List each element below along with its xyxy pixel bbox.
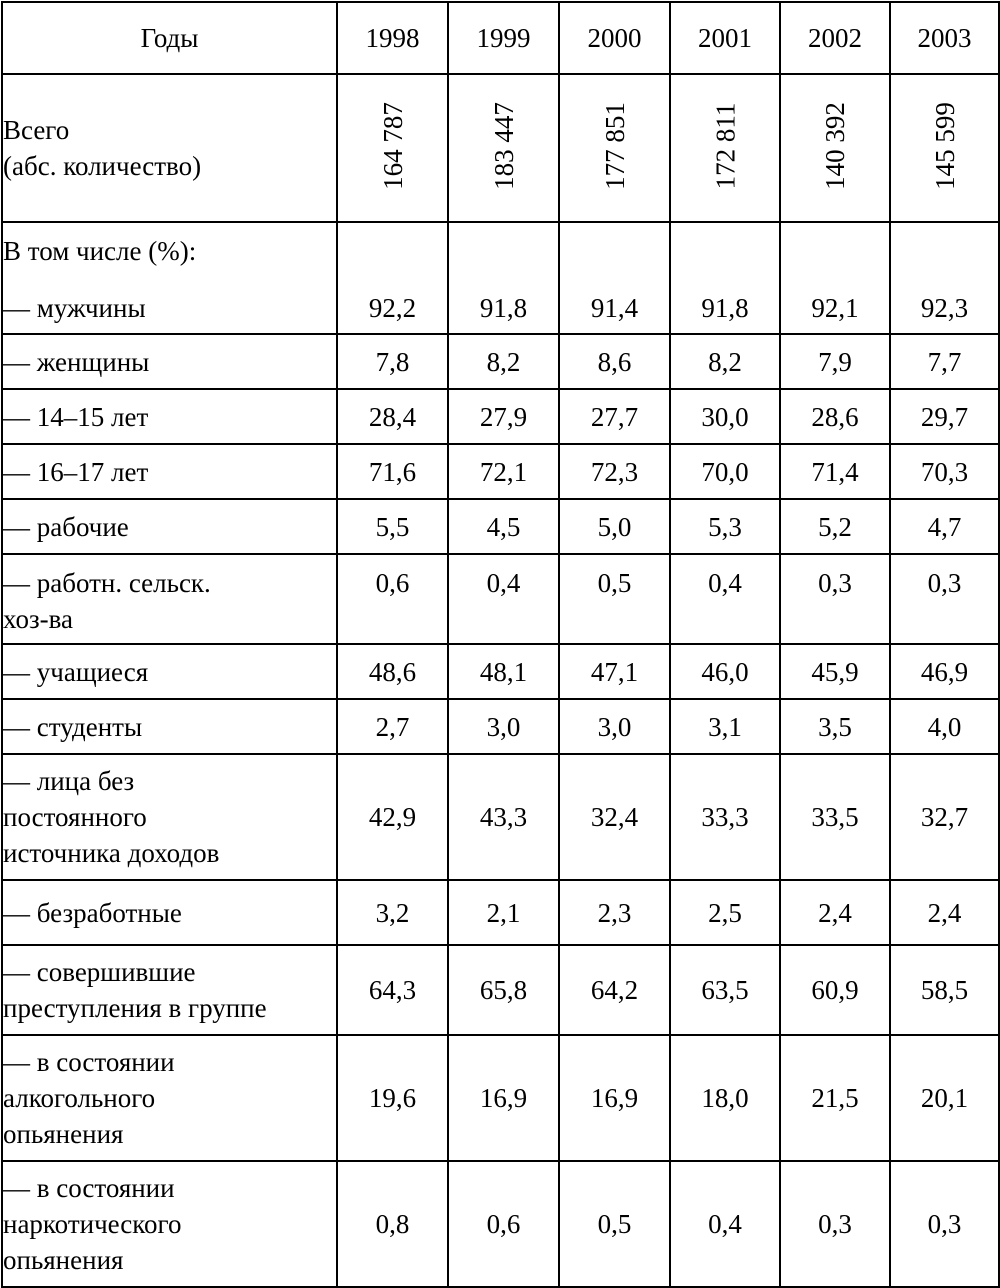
value-cell: 0,3 (890, 1161, 999, 1287)
year-header: 2000 (559, 2, 670, 74)
value-cell: 30,0 (670, 389, 780, 444)
value-cell: 58,5 (890, 945, 999, 1035)
value-cell: 45,9 (780, 644, 890, 699)
value-cell: 43,3 (448, 754, 559, 880)
value-cell: 2,5 (670, 880, 780, 945)
value-cell: 0,5 (559, 554, 670, 644)
value-cell: 2,4 (780, 880, 890, 945)
value-cell: 2,3 (559, 880, 670, 945)
value-cell: 32,7 (890, 754, 999, 880)
value-cell: 5,3 (670, 499, 780, 554)
value-cell: 4,0 (890, 699, 999, 754)
data-row (2, 1161, 999, 1287)
row-label (2, 444, 337, 499)
year-header: 2002 (780, 2, 890, 74)
row-label-line: опьянения (3, 1245, 124, 1275)
value-cell: 27,9 (448, 389, 559, 444)
row-label-line: хоз-ва (3, 604, 74, 634)
data-row (2, 945, 999, 1035)
data-row (2, 644, 999, 699)
value-cell: 7,8 (337, 334, 448, 389)
value-cell (890, 222, 999, 334)
total-cell (890, 74, 999, 222)
value-cell: 60,9 (780, 945, 890, 1035)
data-row (2, 499, 999, 554)
row-label (2, 334, 337, 389)
row-label (2, 1035, 337, 1161)
total-value: 164 787 (377, 102, 408, 190)
year-header: 2001 (670, 2, 780, 74)
cell-value: 92,1 (811, 293, 859, 323)
value-cell: 0,3 (890, 554, 999, 644)
value-cell: 65,8 (448, 945, 559, 1035)
row-label-line: алкогольного (3, 1083, 156, 1113)
value-cell: 0,6 (448, 1161, 559, 1287)
value-cell: 8,6 (559, 334, 670, 389)
row-label (2, 499, 337, 554)
value-cell: 28,4 (337, 389, 448, 444)
value-cell: 7,9 (780, 334, 890, 389)
value-cell: 47,1 (559, 644, 670, 699)
value-cell: 3,1 (670, 699, 780, 754)
row-label-line: — лица без (3, 766, 135, 796)
row-label-line: — работн. сельск. (3, 568, 211, 598)
year-header: 1998 (337, 2, 448, 74)
value-cell (780, 222, 890, 334)
years-header-label: Годы (2, 2, 337, 74)
total-value: 177 851 (599, 102, 630, 190)
total-cell (780, 74, 890, 222)
total-row (2, 74, 999, 222)
value-cell: 0,6 (337, 554, 448, 644)
row-label (2, 222, 337, 334)
value-cell: 3,2 (337, 880, 448, 945)
value-cell: 0,8 (337, 1161, 448, 1287)
value-cell: 64,3 (337, 945, 448, 1035)
value-cell: 70,0 (670, 444, 780, 499)
row-label (2, 754, 337, 880)
total-label (2, 74, 337, 222)
total-cell (559, 74, 670, 222)
total-value: 183 447 (488, 102, 519, 190)
value-cell: 42,9 (337, 754, 448, 880)
data-row (2, 444, 999, 499)
value-cell: 0,4 (670, 554, 780, 644)
row-label-line: постоянного (3, 802, 147, 832)
row-label (2, 644, 337, 699)
data-row (2, 222, 999, 334)
cell-value: 91,8 (701, 293, 749, 323)
value-cell: 32,4 (559, 754, 670, 880)
data-row (2, 554, 999, 644)
data-row (2, 1035, 999, 1161)
total-cell (337, 74, 448, 222)
value-cell: 70,3 (890, 444, 999, 499)
value-cell: 28,6 (780, 389, 890, 444)
cell-value: 92,2 (368, 293, 417, 323)
value-cell: 46,9 (890, 644, 999, 699)
value-cell: 0,4 (448, 554, 559, 644)
row-label-line: — учащиеся (3, 656, 149, 687)
value-cell: 48,6 (337, 644, 448, 699)
header-row (2, 2, 999, 74)
statistics-table (1, 1, 1000, 1288)
total-value: 140 392 (820, 102, 850, 190)
value-cell: 21,5 (780, 1035, 890, 1161)
row-label (2, 880, 337, 945)
value-cell: 18,0 (670, 1035, 780, 1161)
value-cell: 0,3 (780, 554, 890, 644)
row-label-line: — мужчины (3, 293, 146, 323)
value-cell: 4,5 (448, 499, 559, 554)
value-cell: 5,0 (559, 499, 670, 554)
total-value: 172 811 (710, 102, 740, 190)
cell-value: 92,3 (920, 293, 969, 323)
value-cell: 33,3 (670, 754, 780, 880)
row-label-line: — студенты (3, 711, 143, 742)
value-cell: 16,9 (559, 1035, 670, 1161)
value-cell: 3,0 (559, 699, 670, 754)
value-cell (337, 222, 448, 334)
year-header: 2003 (890, 2, 999, 74)
value-cell: 7,7 (890, 334, 999, 389)
value-cell: 64,2 (559, 945, 670, 1035)
value-cell: 20,1 (890, 1035, 999, 1161)
value-cell: 46,0 (670, 644, 780, 699)
cell-value: 91,8 (479, 293, 528, 323)
year-header: 1999 (448, 2, 559, 74)
value-cell: 27,7 (559, 389, 670, 444)
value-cell: 71,4 (780, 444, 890, 499)
row-label-line: наркотического (3, 1209, 182, 1239)
total-label-line: (абс. количество) (3, 151, 202, 181)
section-label: В том числе (%): (3, 236, 197, 266)
row-label-line: опьянения (3, 1119, 124, 1149)
total-value: 145 599 (929, 102, 960, 190)
value-cell: 2,7 (337, 699, 448, 754)
data-row (2, 754, 999, 880)
value-cell: 19,6 (337, 1035, 448, 1161)
data-row (2, 389, 999, 444)
row-label-line: — 14–15 лет (3, 401, 149, 432)
row-label-line: — рабочие (3, 511, 129, 542)
row-label (2, 389, 337, 444)
value-cell: 5,2 (780, 499, 890, 554)
value-cell: 4,7 (890, 499, 999, 554)
value-cell: 2,4 (890, 880, 999, 945)
row-label-line: преступления в группе (3, 993, 267, 1023)
data-row (2, 334, 999, 389)
value-cell: 0,5 (559, 1161, 670, 1287)
row-label (2, 554, 337, 644)
value-cell: 29,7 (890, 389, 999, 444)
row-label-line: — 16–17 лет (3, 456, 149, 487)
value-cell: 8,2 (670, 334, 780, 389)
data-row (2, 699, 999, 754)
value-cell (559, 222, 670, 334)
value-cell: 71,6 (337, 444, 448, 499)
value-cell: 8,2 (448, 334, 559, 389)
row-label-line: — безработные (3, 897, 182, 928)
value-cell: 33,5 (780, 754, 890, 880)
row-label (2, 1161, 337, 1287)
value-cell: 0,4 (670, 1161, 780, 1287)
row-label (2, 945, 337, 1035)
value-cell: 72,1 (448, 444, 559, 499)
cell-value: 91,4 (590, 293, 639, 323)
row-label-line: источника доходов (3, 838, 220, 868)
value-cell: 5,5 (337, 499, 448, 554)
value-cell: 3,5 (780, 699, 890, 754)
value-cell (670, 222, 780, 334)
value-cell: 0,3 (780, 1161, 890, 1287)
value-cell: 63,5 (670, 945, 780, 1035)
total-label-line: Всего (3, 115, 70, 145)
value-cell: 3,0 (448, 699, 559, 754)
row-label-line: — в состоянии (3, 1047, 175, 1077)
value-cell (448, 222, 559, 334)
row-label-line: — совершившие (3, 957, 196, 987)
row-label (2, 699, 337, 754)
row-label-line: — в состоянии (3, 1173, 175, 1203)
row-label-line: — женщины (3, 346, 150, 377)
value-cell: 72,3 (559, 444, 670, 499)
value-cell: 48,1 (448, 644, 559, 699)
data-row (2, 880, 999, 945)
total-cell (670, 74, 780, 222)
value-cell: 16,9 (448, 1035, 559, 1161)
total-cell (448, 74, 559, 222)
value-cell: 2,1 (448, 880, 559, 945)
